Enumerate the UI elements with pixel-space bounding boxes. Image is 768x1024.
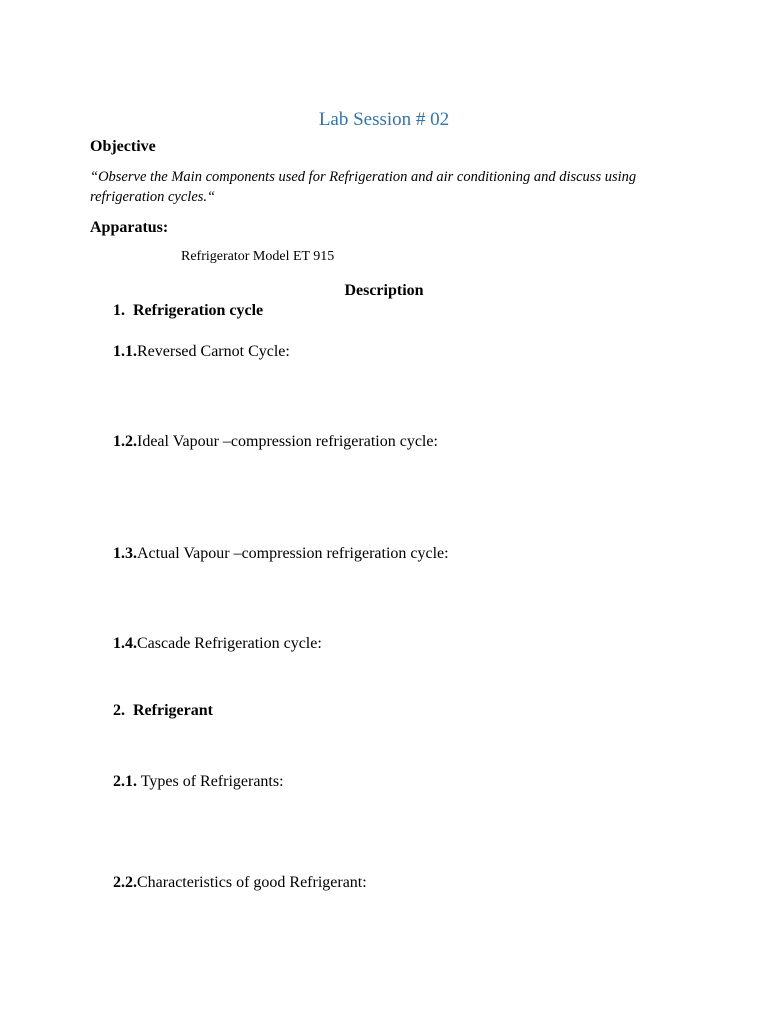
subsection-actual-vapour-compression: [113, 544, 449, 563]
section-label: Actual Vapour –compression refrigeration cycle:: [137, 545, 449, 562]
section-number: 2.: [113, 702, 125, 719]
page-title: Lab Session # 02: [318, 109, 450, 130]
section-label: Reversed Carnot Cycle:: [137, 343, 290, 360]
objective-heading: Objective: [90, 138, 156, 155]
section-label: Types of Refrigerants:: [137, 773, 284, 790]
section-number: 1.4.: [113, 635, 137, 652]
objective-text: “Observe the Main components used for Refrigeration and air conditioning and discuss using refrigeration cycles.“: [90, 169, 637, 205]
section-number: 1.1.: [113, 343, 137, 360]
subsection-cascade-refrigeration: [113, 634, 322, 653]
section-number: 1.: [113, 302, 125, 319]
apparatus-item: Refrigerator Model ET 915: [181, 249, 335, 264]
apparatus-heading: Apparatus:: [90, 219, 169, 236]
section-label: Characteristics of good Refrigerant:: [137, 874, 367, 891]
section-number: 1.3.: [113, 545, 137, 562]
section-heading-refrigeration-cycle: [113, 301, 263, 320]
section-label: Refrigerant: [133, 702, 213, 719]
section-label: Cascade Refrigeration cycle:: [137, 635, 322, 652]
subsection-reversed-carnot-cycle: [113, 342, 290, 361]
section-number: 1.2.: [113, 433, 137, 450]
subsection-ideal-vapour-compression: [113, 432, 438, 451]
subsection-characteristics-good-refrigerant: [113, 873, 367, 892]
subsection-types-of-refrigerants: [113, 772, 284, 791]
section-label: Ideal Vapour –compression refrigeration cycle:: [137, 433, 438, 450]
description-heading: Description: [344, 282, 424, 299]
section-heading-refrigerant: [113, 701, 213, 720]
section-number: 2.2.: [113, 874, 137, 891]
section-number: 2.1.: [113, 773, 137, 790]
section-label: Refrigeration cycle: [133, 302, 264, 319]
